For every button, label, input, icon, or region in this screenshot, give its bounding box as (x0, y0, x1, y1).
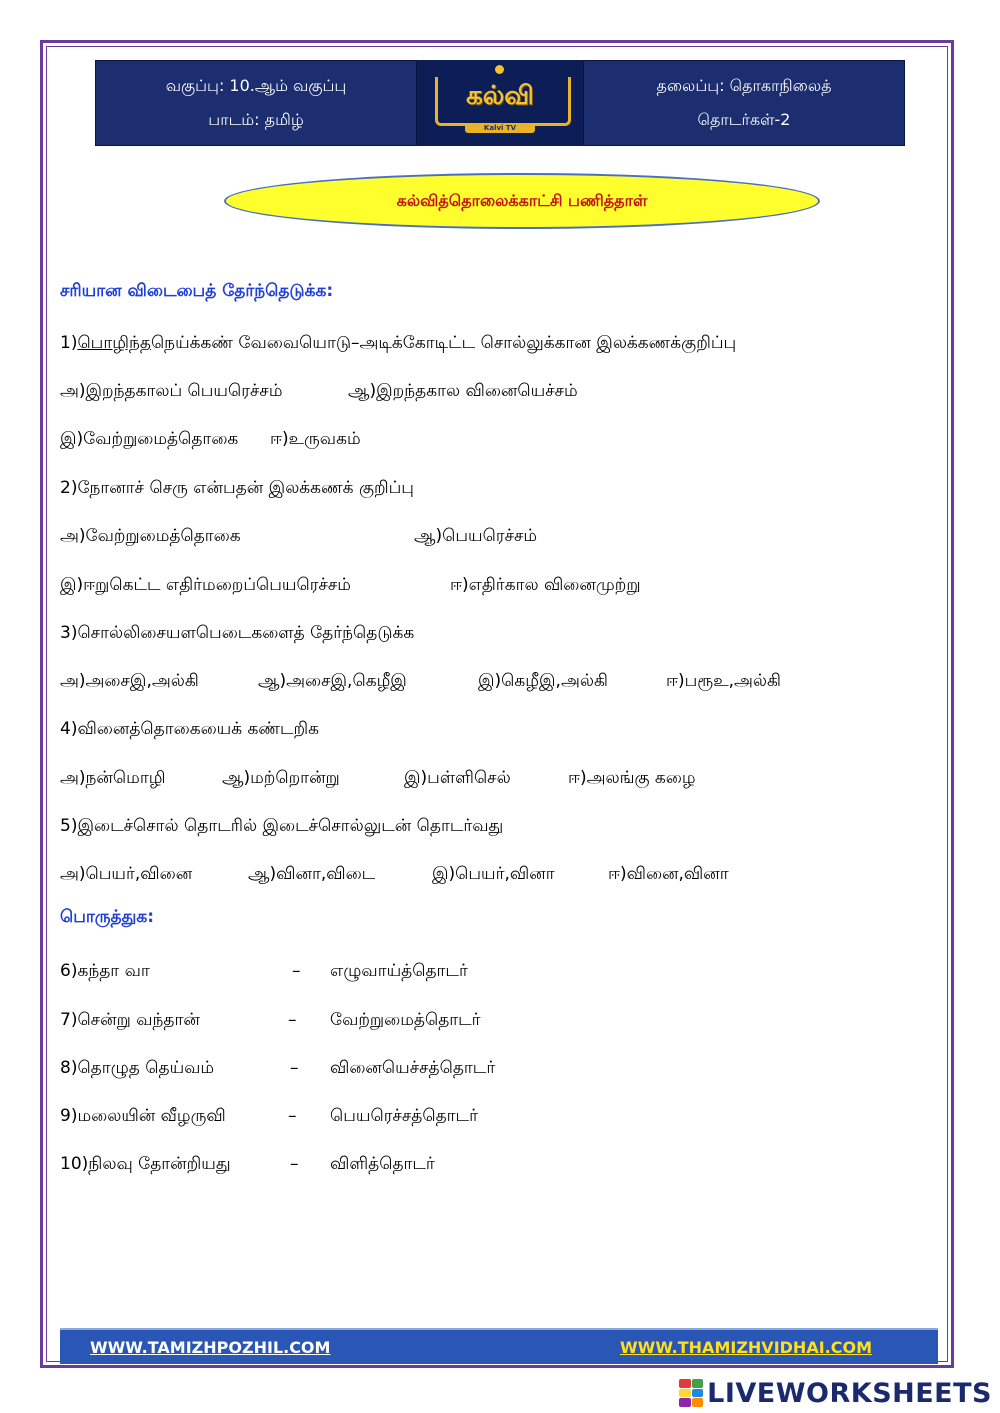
q3-option-a[interactable]: அ)அசைஇ,அல்கி (60, 671, 199, 691)
q1-option-c[interactable]: இ)வேற்றுமைத்தொகை (60, 429, 239, 449)
topic-line-1: தலைப்பு: தொகாநிலைத் (656, 75, 832, 95)
match-right-5[interactable]: விளித்தொடர் (330, 1154, 435, 1174)
q3-option-d[interactable]: ஈ)பரூஉ,அல்கி (666, 671, 781, 691)
match-left-9: 9)மலையின் வீழருவி (60, 1106, 226, 1126)
match-left-6: 6)கந்தா வா (60, 961, 150, 981)
question-number: 1) (60, 333, 78, 353)
header-left-cell (95, 60, 417, 146)
q2-option-d[interactable]: ஈ)எதிர்கால வினைமுற்று (450, 575, 641, 595)
match-left-7: 7)சென்று வந்தான் (60, 1010, 200, 1030)
emblem-icon (495, 65, 504, 74)
logo-subtitle: Kalvi TV (465, 123, 535, 133)
question-1 (60, 333, 736, 355)
match-dash: – (288, 1010, 297, 1030)
q3-option-b[interactable]: ஆ)அசைஇ,கெழீஇ (258, 671, 407, 691)
header-right-cell (583, 60, 905, 146)
match-right-3[interactable]: வினையெச்சத்தொடர் (330, 1058, 496, 1078)
q4-option-b[interactable]: ஆ)மற்றொன்று (222, 768, 340, 788)
q4-option-d[interactable]: ஈ)அலங்கு கழை (568, 768, 696, 788)
worksheet-header (95, 60, 905, 146)
match-dash: – (288, 1106, 297, 1126)
q2-option-c[interactable]: இ)ஈறுகெட்ட எதிர்மறைப்பெயரெச்சம் (60, 575, 351, 595)
underlined-word: பொழிந்த (77, 333, 151, 353)
question-4: 4)வினைத்தொகையைக் கண்டறிக (60, 719, 320, 739)
logo-text: கல்வி (466, 81, 534, 111)
q1-option-b[interactable]: ஆ)இறந்தகால வினையெச்சம் (348, 381, 578, 401)
question-3: 3)சொல்லிசையளபெடைகளைத் தேர்ந்தெடுக்க (60, 623, 415, 643)
match-right-2[interactable]: வேற்றுமைத்தொடர் (330, 1010, 481, 1030)
match-right-1[interactable]: எழுவாய்த்தொடர் (330, 961, 468, 981)
q3-option-c[interactable]: இ)கெழீஇ,அல்கி (478, 671, 608, 691)
match-right-4[interactable]: பெயரெச்சத்தொடர் (330, 1106, 478, 1126)
question-2: 2)நோனாச் செரு என்பதன் இலக்கணக் குறிப்பு (60, 478, 414, 498)
subject-label: பாடம்: தமிழ் (208, 109, 304, 129)
q5-option-a[interactable]: அ)பெயர்,வினை (60, 864, 193, 884)
q1-option-d[interactable]: ஈ)உருவகம் (270, 429, 361, 449)
match-dash: – (290, 1058, 299, 1078)
q2-option-a[interactable]: அ)வேற்றுமைத்தொகை (60, 526, 241, 546)
topic-line-2: தொடர்கள்-2 (697, 109, 791, 129)
match-left-10: 10)நிலவு தோன்றியது (60, 1154, 231, 1174)
q5-option-c[interactable]: இ)பெயர்,வினா (432, 864, 555, 884)
liveworksheets-icon (679, 1379, 703, 1407)
match-dash: – (290, 1154, 299, 1174)
section-match-heading: பொருத்துக: (60, 907, 155, 927)
footer-bar (60, 1328, 938, 1364)
class-label: வகுப்பு: 10.ஆம் வகுப்பு (165, 75, 347, 95)
question-text: நெய்க்கண் வேவையொடு–அடிக்கோடிட்ட சொல்லுக்கான இலக்கணக்குறிப்பு (150, 333, 737, 353)
kalvi-tv-logo (417, 60, 583, 146)
question-5: 5)இடைச்சொல் தொடரில் இடைச்சொல்லுடன் தொடர்வது (60, 816, 504, 836)
q1-option-a[interactable]: அ)இறந்தகாலப் பெயரெச்சம் (60, 381, 283, 401)
q2-option-b[interactable]: ஆ)பெயரெச்சம் (414, 526, 538, 546)
footer-link-left[interactable]: WWW.TAMIZHPOZHIL.COM (90, 1338, 331, 1357)
q5-option-b[interactable]: ஆ)வினா,விடை (248, 864, 376, 884)
worksheet-banner (224, 173, 820, 229)
q4-option-c[interactable]: இ)பள்ளிசெல் (404, 768, 511, 788)
footer-link-right[interactable]: WWW.THAMIZHVIDHAI.COM (620, 1338, 872, 1357)
section-choose-heading: சரியான விடைபைத் தேர்ந்தெடுக்க: (60, 281, 334, 301)
q5-option-d[interactable]: ஈ)வினை,வினா (608, 864, 729, 884)
banner-title: கல்வித்தொலைக்காட்சி பணித்தாள் (396, 190, 648, 210)
match-dash: – (292, 961, 301, 981)
liveworksheets-wordmark: LIVEWORKSHEETS (707, 1377, 992, 1409)
q4-option-a[interactable]: அ)நன்மொழி (60, 768, 166, 788)
match-left-8: 8)தொழுத தெய்வம் (60, 1058, 215, 1078)
liveworksheets-brand (679, 1376, 992, 1410)
